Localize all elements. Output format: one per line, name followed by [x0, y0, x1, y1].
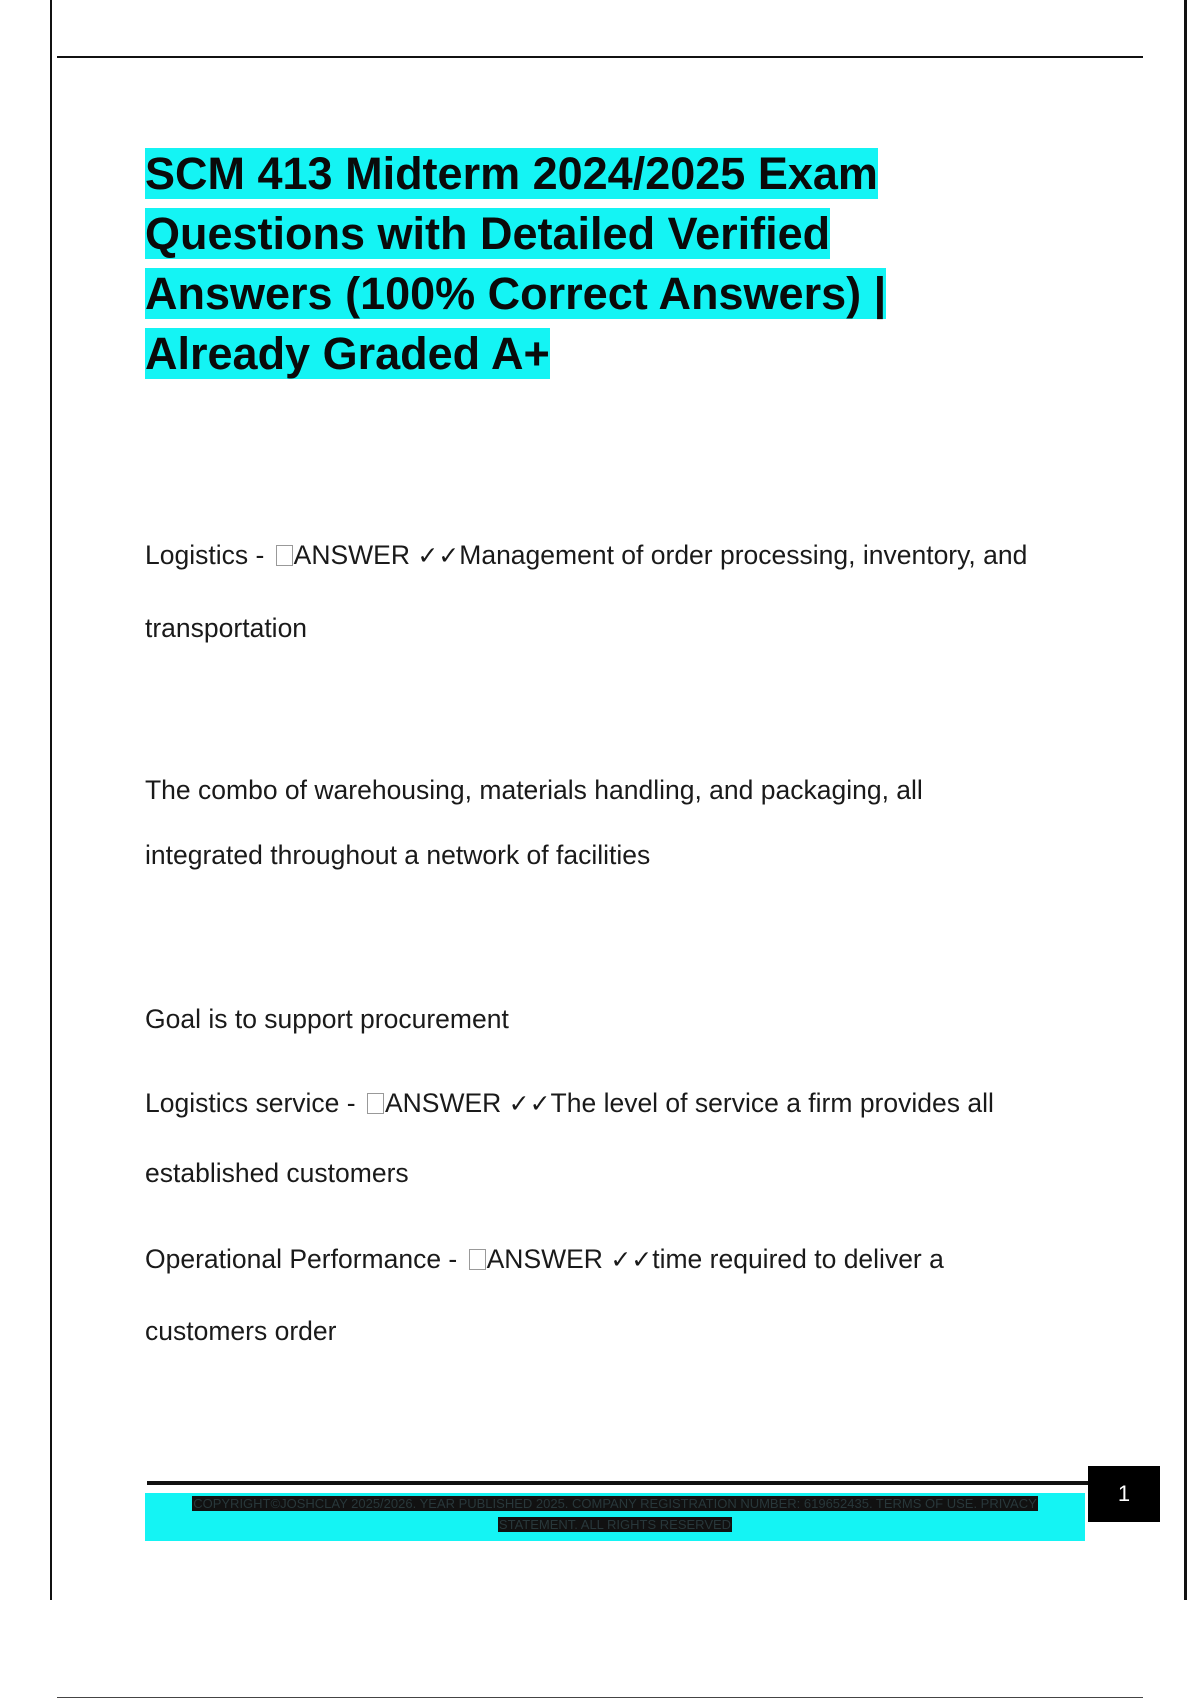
missing-glyph-icon — [276, 545, 293, 566]
entry-4-check-icon: ✓✓ — [508, 1089, 551, 1118]
entry-3-line-1: Goal is to support procurement — [145, 1004, 509, 1034]
entry-5-term: Operational Performance - — [145, 1244, 465, 1274]
page-border-left — [50, 0, 52, 1600]
footer-rule — [147, 1481, 1089, 1485]
missing-glyph-icon — [469, 1249, 486, 1270]
entry-4-answer-text: The level of service a firm provides all — [550, 1088, 994, 1118]
entry-1-answer-label: ANSWER — [293, 540, 418, 570]
footer-copyright — [145, 1493, 1085, 1541]
document-title-text: SCM 413 Midterm 2024/2025 Exam Questions with Detailed Verified Answers (100% Correct Answers) | Already Graded A+ — [145, 148, 887, 379]
bottom-rule — [57, 1697, 1143, 1698]
entry-1-answer-text: Management of order processing, inventory, and — [459, 540, 1028, 570]
footer-copyright-line-2: STATEMENT. ALL RIGHTS RESERVED — [498, 1517, 732, 1532]
entry-1-check-icon: ✓✓ — [417, 541, 460, 570]
entry-5-check-icon: ✓✓ — [610, 1245, 653, 1274]
entry-2-line-1: The combo of warehousing, materials handling, and packaging, all — [145, 775, 923, 805]
header-rule — [57, 56, 1143, 58]
entry-5-line-2: customers order — [145, 1316, 337, 1346]
entry-1-line-2: transportation — [145, 613, 308, 643]
missing-glyph-icon — [367, 1093, 384, 1114]
entry-5-answer-text: time required to deliver a — [652, 1244, 944, 1274]
document-title — [145, 144, 1005, 384]
entry-5-line-1 — [145, 1244, 1105, 1275]
entry-4-line-1 — [145, 1088, 1105, 1119]
page-border-right — [1184, 0, 1187, 1600]
entry-4-answer-label: ANSWER — [384, 1088, 509, 1118]
entry-5-answer-label: ANSWER — [486, 1244, 611, 1274]
footer-copyright-line-1: COPYRIGHT©JOSHCLAY 2025/2026. YEAR PUBLISHED 2025. COMPANY REGISTRATION NUMBER: 619652435. TERMS OF USE. PRIVACY — [193, 1496, 1037, 1511]
page-number: 1 — [1088, 1466, 1160, 1522]
entry-1-line-1 — [145, 540, 1105, 571]
entry-4-term: Logistics service - — [145, 1088, 363, 1118]
entry-2-line-2: integrated throughout a network of facilities — [145, 840, 651, 870]
entry-1-term: Logistics - — [145, 540, 272, 570]
entry-4-line-2: established customers — [145, 1158, 409, 1188]
